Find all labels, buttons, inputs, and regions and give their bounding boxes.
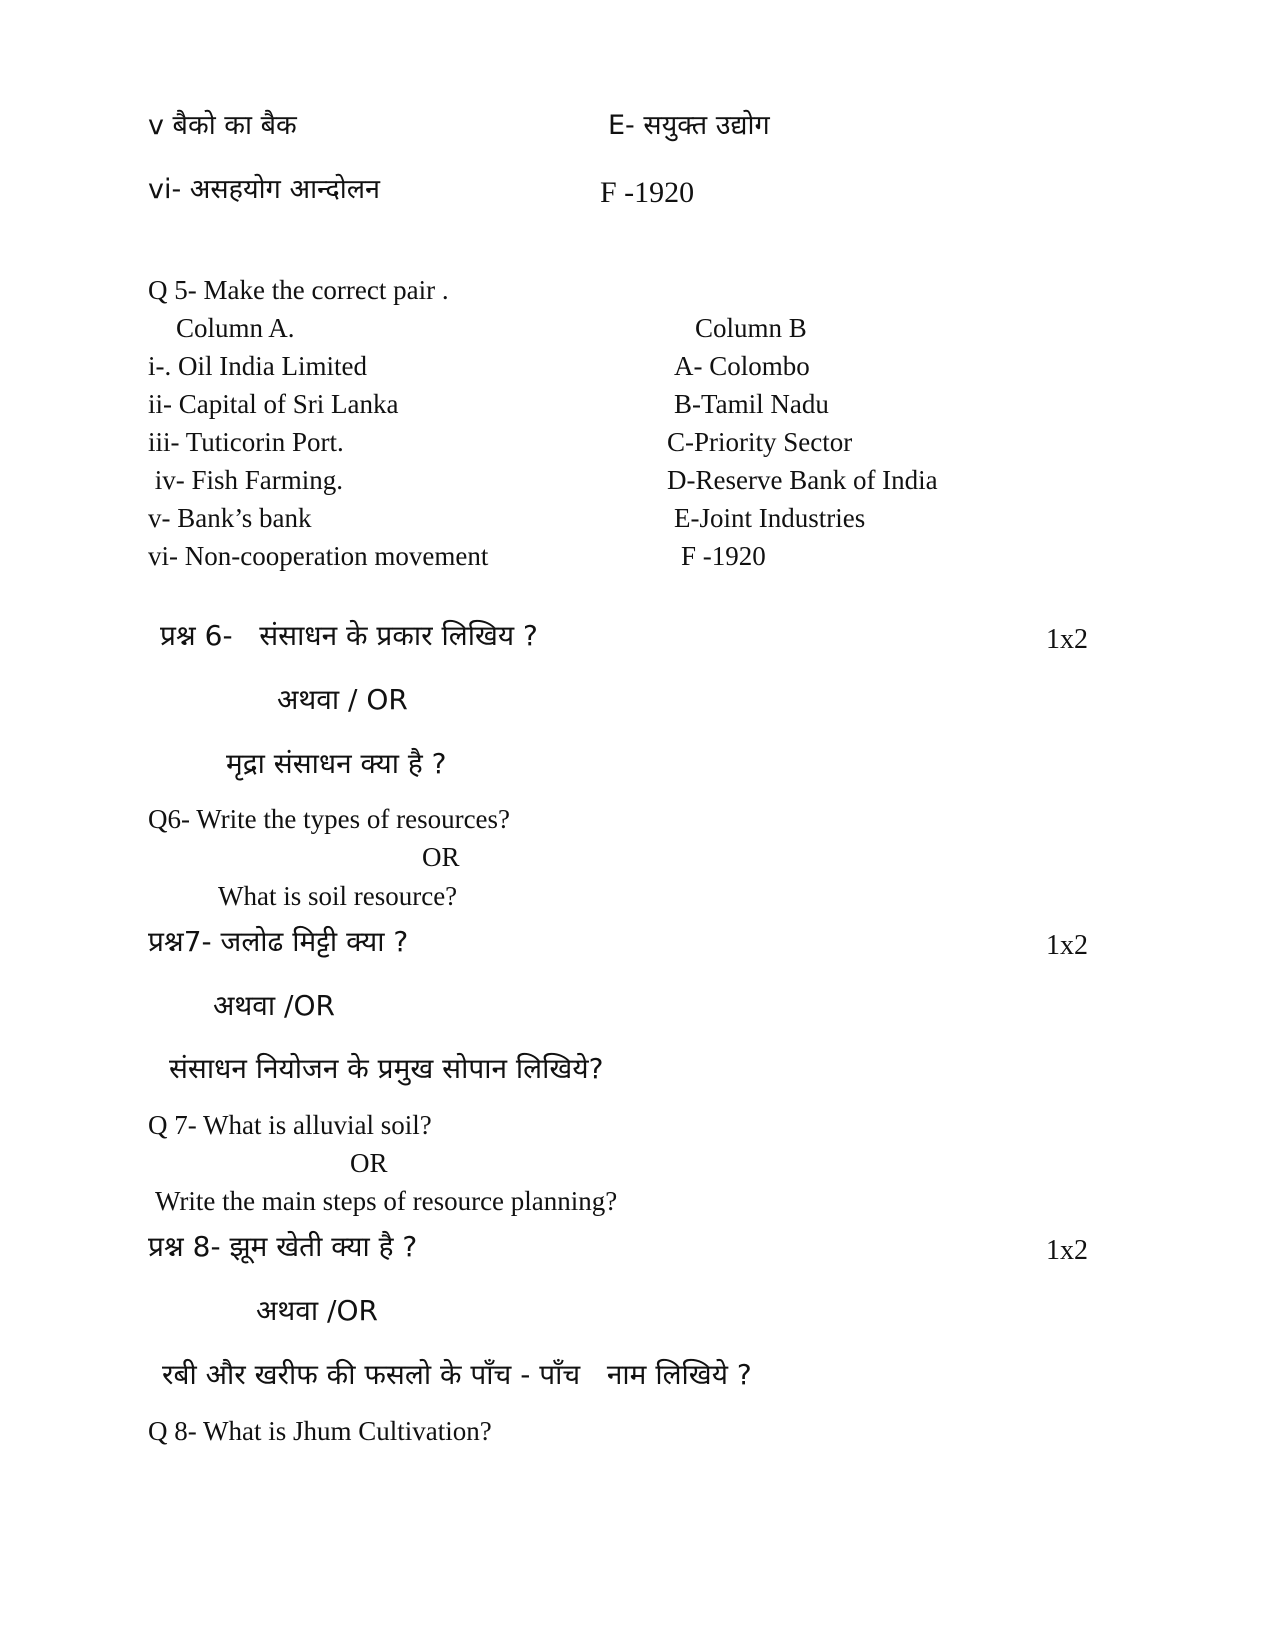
q6-hindi-question: प्रश्न 6- संसाधन के प्रकार लिखिय ? [160, 619, 538, 652]
q5-row-a-4: iv- Fish Farming. [148, 465, 344, 495]
hindi-pair-right-5: E- सयुक्त उद्योग [608, 110, 770, 141]
q7-english-or: OR [350, 1148, 388, 1178]
q5-row-b-3: C-Priority Sector [667, 427, 853, 457]
q8-hindi-or: अथवा /OR [256, 1294, 378, 1327]
hindi-pair-right-6: F -1920 [600, 176, 695, 209]
hindi-pair-left-6: vi- असहयोग आन्दोलन [148, 174, 381, 205]
q6-hindi-or: अथवा / OR [277, 683, 408, 716]
q7-hindi-or: अथवा /OR [213, 989, 335, 1022]
q6-english-alt: What is soil resource? [218, 881, 458, 911]
hindi-pair-left-5: v बैको का बैक [148, 110, 297, 141]
q8-marks: 1x2 [1046, 1235, 1088, 1266]
q5-column-b-header: Column B [695, 313, 807, 343]
q5-row-b-4: D-Reserve Bank of India [667, 465, 938, 495]
q5-row-a-1: i-. Oil India Limited [148, 351, 367, 381]
q5-row-b-1: A- Colombo [674, 351, 810, 381]
q8-hindi-question: प्रश्न 8- झूम खेती क्या है ? [148, 1230, 418, 1263]
q5-column-a-header: Column A. [176, 313, 295, 343]
q5-row-a-5: v- Bank’s bank [148, 503, 312, 533]
q5-row-a-6: vi- Non-cooperation movement [148, 541, 489, 571]
q7-hindi-alt: संसाधन नियोजन के प्रमुख सोपान लिखिये? [169, 1052, 604, 1085]
q5-row-b-6: F -1920 [681, 541, 766, 571]
q7-english-alt: Write the main steps of resource planning? [155, 1186, 618, 1216]
q6-marks: 1x2 [1046, 624, 1088, 655]
q7-marks: 1x2 [1046, 930, 1088, 961]
q7-english-question: Q 7- What is alluvial soil? [148, 1110, 432, 1140]
q6-english-or: OR [422, 842, 460, 872]
q5-row-a-2: ii- Capital of Sri Lanka [148, 389, 399, 419]
q7-hindi-question: प्रश्न7- जलोढ मिट्टी क्या ? [148, 925, 409, 958]
q8-english-question: Q 8- What is Jhum Cultivation? [148, 1416, 492, 1446]
q5-row-b-2: B-Tamil Nadu [674, 389, 829, 419]
q5-row-a-3: iii- Tuticorin Port. [148, 427, 344, 457]
q6-hindi-alt: मृद्रा संसाधन क्या है ? [226, 747, 447, 780]
q5-title: Q 5- Make the correct pair . [148, 275, 449, 305]
q6-english-question: Q6- Write the types of resources? [148, 804, 511, 834]
q8-hindi-alt: रबी और खरीफ की फसलो के पाँच - पाँच नाम लिखिये ? [162, 1358, 752, 1391]
q5-row-b-5: E-Joint Industries [674, 503, 866, 533]
